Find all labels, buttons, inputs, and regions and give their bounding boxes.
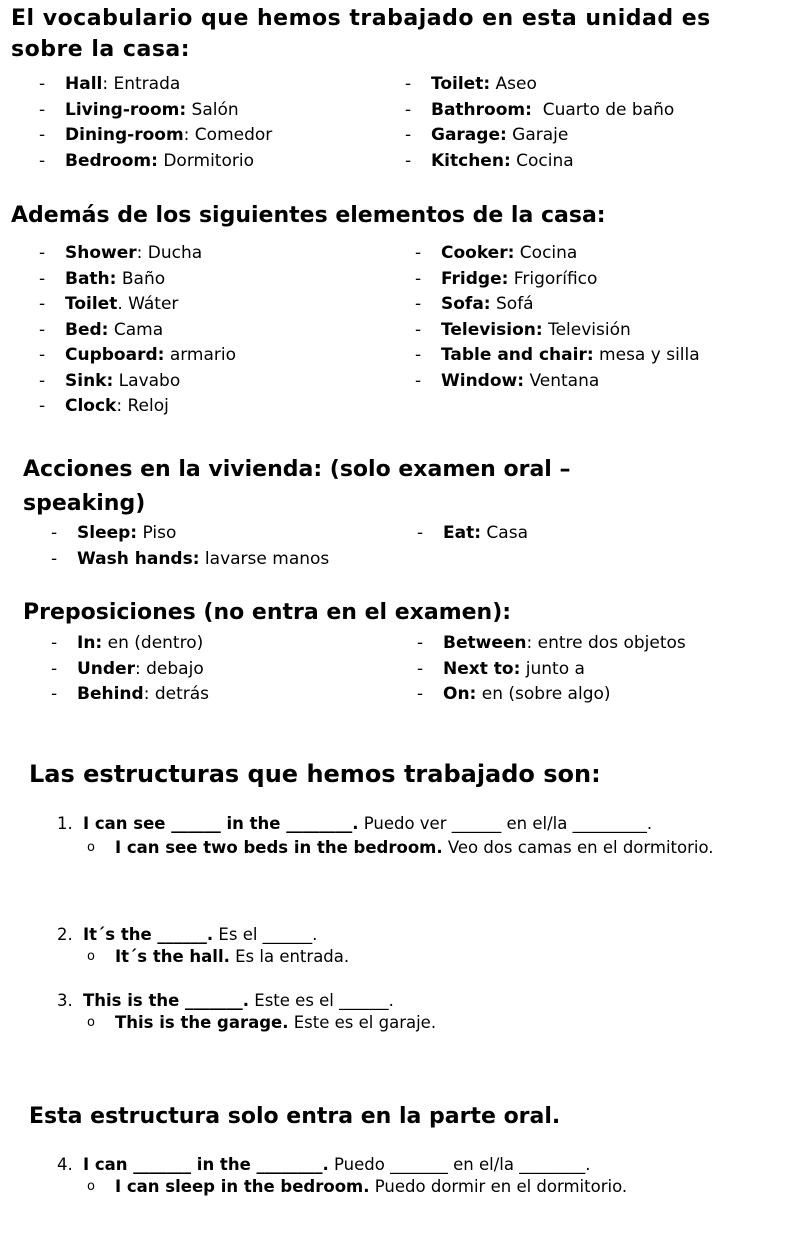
list-item: - Bed: Cama [39,319,164,340]
prepositions-right-column [417,631,783,708]
list-item: - Toilet: Aseo [405,74,537,94]
list-item: - Dining-room: Comedor [39,125,273,145]
prepositions-section [23,597,783,708]
list-item: - Behind: detrás [51,684,210,704]
prepositions-list [51,631,783,708]
list-item: - Fridge: Frigorífico [415,268,598,289]
oral-heading: Esta estructura solo entra en la parte oral. [29,1104,561,1129]
actions-section [23,453,783,572]
list-item: - Wash hands: lavarse manos [51,548,330,569]
list-item: - Shower: Ducha [39,243,203,263]
house-elements-heading: Además de los siguientes elementos de la casa: [11,203,606,228]
vocabulary-heading: El vocabulario que hemos trabajado en esta unidad es sobre la casa: [11,6,711,62]
list-item: - Between: entre dos objetos [417,633,686,653]
house-elements-right-column [415,241,791,420]
list-item: - Bedroom: Dormitorio [39,150,254,171]
list-item: - Bath: Baño [39,268,166,289]
list-item: - Table and chair: mesa y silla [415,345,700,365]
vocabulary-right-column [405,72,771,174]
house-elements-section [11,200,791,420]
vocabulary-list [39,72,771,174]
actions-left-column [51,521,417,572]
prepositions-left-column [51,631,417,708]
list-item: - Cooker: Cocina [415,243,578,263]
vocabulary-left-column [39,72,405,174]
prepositions-heading: Preposiciones (no entra en el examen): [23,600,512,625]
list-item: - Sink: Lavabo [39,370,181,391]
structure-item-3: 3. This is the _______. Este es el ______. o This is the garage. Este es el garaje. [57,990,765,1034]
actions-heading: Acciones en la vivienda: (solo examen oral – speaking) [23,457,571,516]
list-item: - Kitchen: Cocina [405,150,574,171]
structure-example-2: o It´s the hall. Es la entrada. [87,947,350,966]
house-elements-left-column [39,241,415,420]
list-item: - Hall: Entrada [39,74,181,94]
house-elements-list [39,241,791,420]
vocabulary-section [11,3,771,174]
list-item: - Cupboard: armario [39,345,237,365]
structure-example-3: o This is the garage. Este es el garaje. [87,1013,437,1032]
structures-heading: Las estructuras que hemos trabajado son: [29,760,601,788]
list-item: - Sleep: Piso [51,523,177,543]
list-item: - Clock: Reloj [39,396,169,416]
list-item: - Window: Ventana [415,370,600,391]
list-item: - Sofa: Sofá [415,294,534,314]
list-item: - Garage: Garaje [405,125,569,145]
list-item: - Bathroom: Cuarto de baño [405,99,675,120]
list-item: - In: en (dentro) [51,633,204,653]
list-item: - Living-room: Salón [39,99,239,120]
actions-right-column [417,521,783,572]
structure-example-1: o I can see two beds in the bedroom. Veo dos camas en el dormitorio. [87,838,714,857]
list-item: - On: en (sobre algo) [417,684,611,704]
structure-item-4: 4. I can _______ in the ________. Puedo _______ en el/la ________. o I can sleep in the bedroom. Puedo dormir en el dormitorio. [57,1154,765,1198]
structure-item-2: 2. It´s the ______. Es el ______. o It´s the hall. Es la entrada. [57,924,765,968]
list-item: - Under: debajo [51,658,204,679]
structure-item-1: 1. I can see ______ in the ________. Puedo ver ______ en el/la _________. o I can see two beds in the bedroom. Veo dos camas en el dormitorio. [57,813,765,859]
list-item: - Next to: junto a [417,658,585,679]
actions-list [51,521,783,572]
structure-example-4: o I can sleep in the bedroom. Puedo dormir en el dormitorio. [87,1177,628,1196]
list-item: - Television: Televisión [415,319,631,340]
list-item: - Toilet. Wáter [39,294,179,314]
list-item: - Eat: Casa [417,523,528,543]
